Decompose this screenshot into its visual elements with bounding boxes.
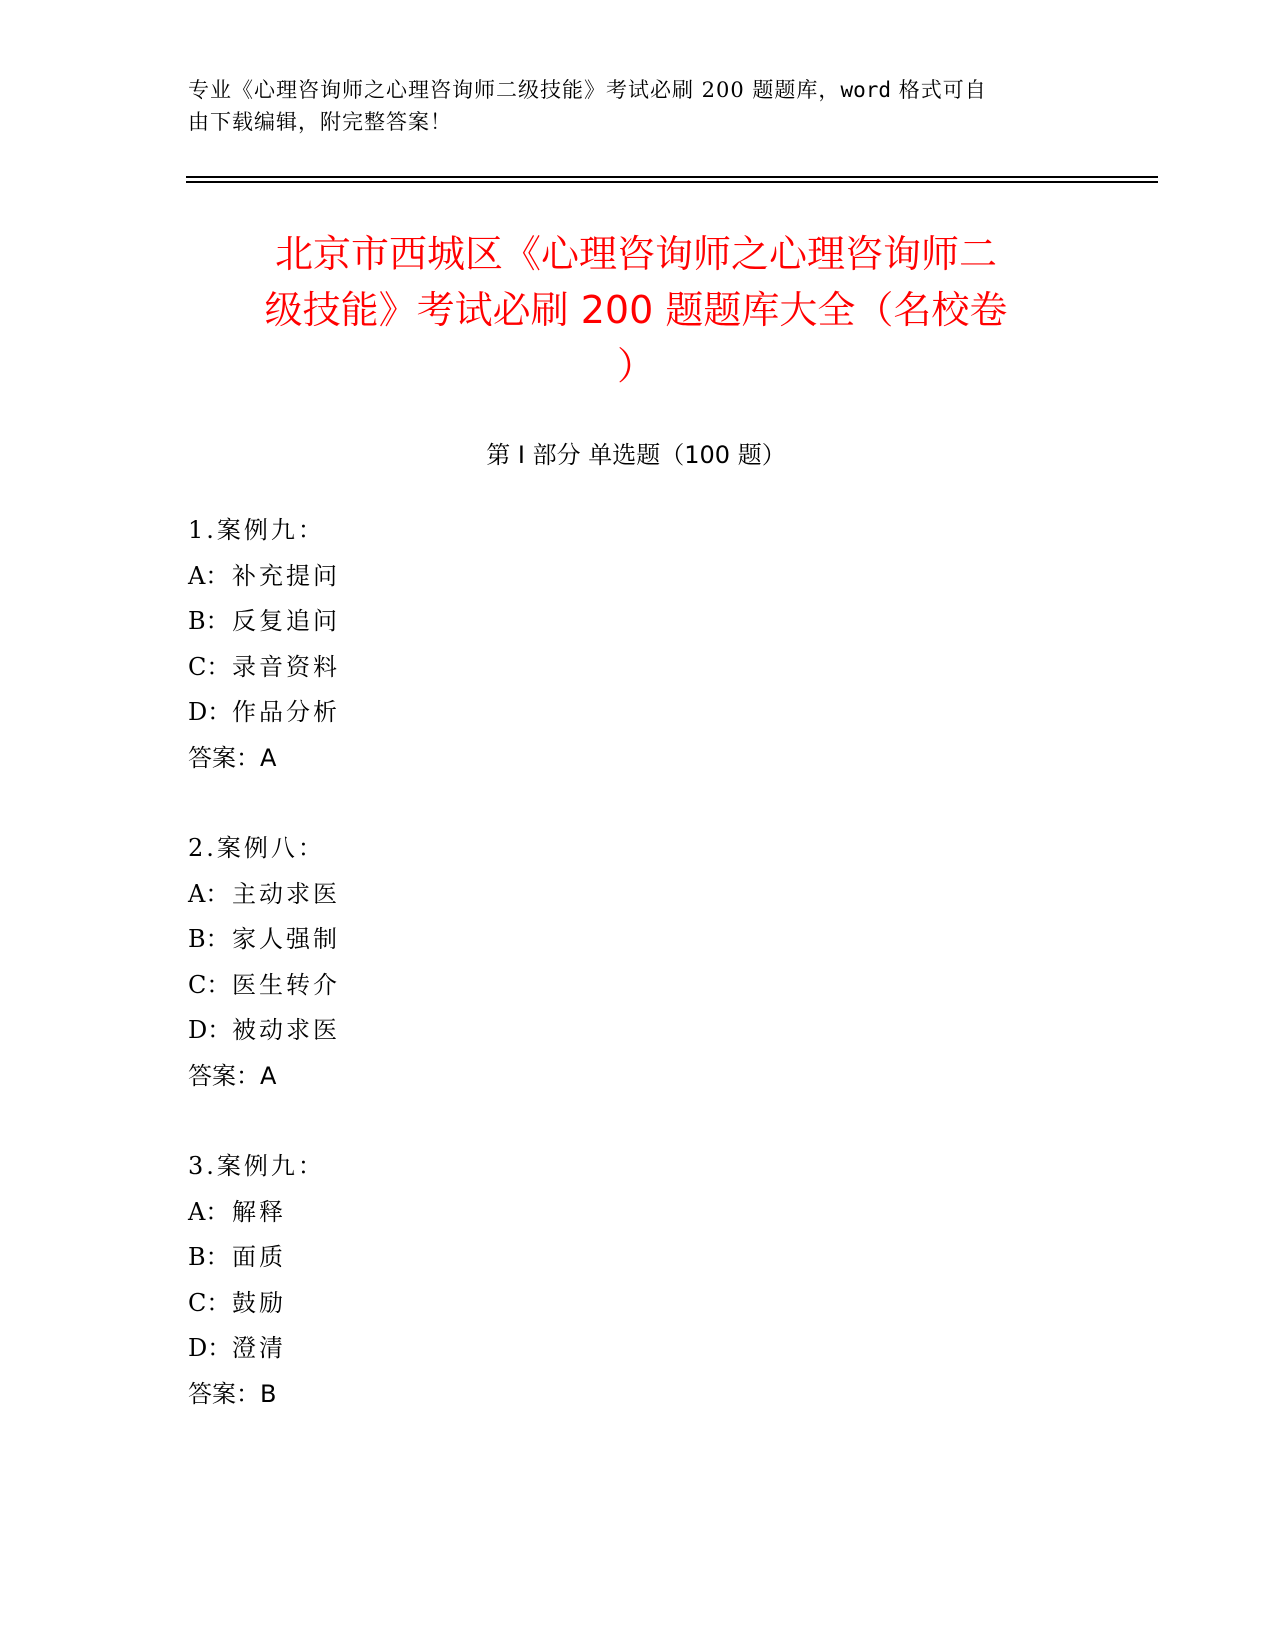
option-text: 解释 — [232, 1197, 286, 1226]
option-b — [188, 917, 1088, 963]
question-stem: 2.案例八： — [188, 834, 325, 862]
option-c — [188, 963, 1088, 1009]
option-b — [188, 599, 1088, 645]
option-text: 澄清 — [232, 1334, 286, 1362]
option-text: 鼓励 — [232, 1288, 286, 1317]
option-a — [188, 554, 1088, 600]
section-heading: 第 I 部分 单选题（100 题） — [486, 441, 786, 469]
header-note-line-1 — [188, 74, 1088, 106]
header-divider-bottom — [186, 181, 1158, 183]
option-c — [188, 645, 1088, 691]
question-3 — [188, 1144, 1088, 1417]
answer-label: 答案： — [188, 1061, 260, 1090]
answer-value: A — [260, 1061, 277, 1090]
option-text: 反复追问 — [232, 607, 340, 635]
header-note-text: 专业《心理咨询师之心理咨询师二级技能》考试必刷 200 题题库， — [188, 78, 841, 102]
document-title-line-2: 级技能》考试必刷 200 题题库大全（名校卷 — [264, 288, 1008, 332]
option-text: 录音资料 — [232, 652, 340, 681]
option-key: D： — [188, 698, 232, 726]
option-d — [188, 690, 1088, 736]
option-key: C： — [188, 1288, 231, 1317]
option-text: 作品分析 — [232, 698, 340, 726]
option-key: D： — [188, 1334, 232, 1362]
answer-label: 答案： — [188, 743, 260, 772]
option-key: C： — [188, 652, 231, 681]
document-title-line-1: 北京市西城区《心理咨询师之心理咨询师二 — [274, 232, 997, 276]
option-key: D： — [188, 1016, 232, 1044]
answer-value: B — [260, 1379, 277, 1408]
option-a — [188, 1190, 1088, 1236]
option-key: C： — [188, 970, 231, 999]
header-note-text-end: 格式可自 — [891, 78, 987, 102]
header-note-word: word — [840, 78, 892, 102]
answer-line — [188, 1372, 1088, 1418]
option-text: 家人强制 — [232, 925, 340, 953]
question-1 — [188, 508, 1088, 781]
option-c — [188, 1281, 1088, 1327]
option-key: A： — [188, 879, 230, 908]
option-text: 面质 — [232, 1243, 286, 1271]
answer-label: 答案： — [188, 1379, 260, 1408]
option-text: 被动求医 — [232, 1016, 340, 1044]
answer-line — [188, 1054, 1088, 1100]
header-note-line-2: 由下载编辑，附完整答案！ — [188, 110, 452, 134]
option-a — [188, 872, 1088, 918]
option-text: 补充提问 — [232, 561, 340, 590]
option-key: B： — [188, 1243, 230, 1271]
option-key: A： — [188, 1197, 230, 1226]
option-d — [188, 1326, 1088, 1372]
answer-value: A — [260, 743, 277, 772]
question-stem: 1.案例九： — [188, 516, 325, 544]
header-note — [188, 74, 1088, 138]
header-divider-top — [186, 176, 1158, 178]
option-text: 主动求医 — [232, 879, 340, 908]
question-stem: 3.案例九： — [188, 1152, 325, 1180]
option-b — [188, 1235, 1088, 1281]
option-key: B： — [188, 925, 230, 953]
answer-line — [188, 736, 1088, 782]
option-d — [188, 1008, 1088, 1054]
option-key: B： — [188, 607, 230, 635]
option-text: 医生转介 — [232, 970, 340, 999]
question-2 — [188, 826, 1088, 1099]
document-title-line-3: ） — [616, 344, 655, 388]
document-title — [186, 226, 1086, 394]
option-key: A： — [188, 561, 230, 590]
